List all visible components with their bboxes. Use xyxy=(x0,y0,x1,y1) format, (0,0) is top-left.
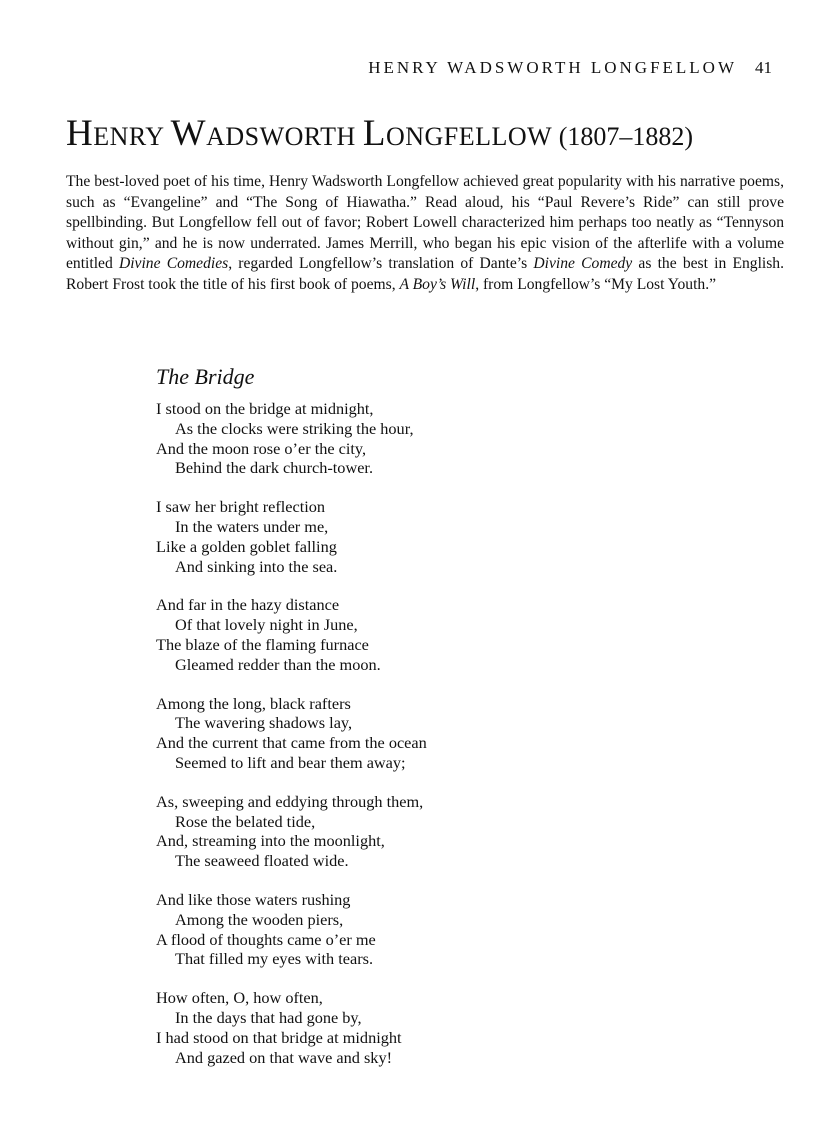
poem-line: That filled my eyes with tears. xyxy=(175,949,374,969)
poem-line: I stood on the bridge at midnight, xyxy=(156,399,374,418)
heading-initial-second: W xyxy=(170,113,207,154)
intro-part-1: The best-loved poet of his time, Henry Wadsworth Longfellow achieved great popularity with his narrative poems, such as “Evangeline” and “The Song of Hiawatha.” Read aloud, his “Paul Revere’s Ride” can still prove spellbinding. But Longfellow fell out of favor; Robert Lowell characterized him perhaps too neatly as “Tennyson without gin,” and he is now underrated. James Merrill, who began his epic vision of the afterlife with a volume entitled xyxy=(66,173,784,273)
stanza xyxy=(156,399,636,478)
stanza xyxy=(156,792,636,871)
running-head xyxy=(368,58,772,78)
intro-italic-divine-comedy: Divine Comedy xyxy=(533,255,633,273)
intro-part-2: , regarded Longfellow’s translation of Dante’s xyxy=(228,255,534,273)
poem-line: And, streaming into the moonlight, xyxy=(156,831,385,851)
poem-line: Gleamed redder than the moon. xyxy=(175,654,381,674)
stanza xyxy=(156,694,636,773)
stanza xyxy=(156,890,636,969)
poem-line: Among the long, black rafters xyxy=(156,693,351,713)
poem-line: And the moon rose o’er the city, xyxy=(156,438,367,458)
poem-line: Like a golden goblet falling xyxy=(156,536,337,556)
poem-line: Of that lovely night in June, xyxy=(175,615,358,635)
intro-part-4: , from Longfellow’s “My Lost Youth.” xyxy=(475,275,717,293)
poem-line: And far in the hazy distance xyxy=(156,595,340,615)
poem-line: I saw her bright reflection xyxy=(156,497,326,517)
author-heading xyxy=(66,112,786,155)
poem-body xyxy=(156,399,636,1086)
stanza xyxy=(156,595,636,674)
poem-line: In the waters under me, xyxy=(175,516,329,536)
intro-italic-divine-comedies: Divine Comedies xyxy=(118,255,229,273)
poem-line: And gazed on that wave and sky! xyxy=(175,1047,393,1067)
author-dates: (1807–1882) xyxy=(558,122,694,151)
intro-italic-a-boys-will: A Boy’s Will xyxy=(399,275,476,293)
heading-initial-third: L xyxy=(362,113,386,154)
intro-part-3: as the best in English. Robert Frost took the title of his first book of poems, xyxy=(66,255,784,293)
poem-line: The blaze of the flaming furnace xyxy=(156,634,369,654)
poem-line: And sinking into the sea. xyxy=(175,556,338,576)
heading-third-rest: ONGFELLOW xyxy=(385,122,559,151)
poem-line: And the current that came from the ocean xyxy=(156,733,427,753)
stanza xyxy=(156,497,636,576)
intro-paragraph xyxy=(66,172,784,296)
poem-line: In the days that had gone by, xyxy=(175,1007,362,1027)
poem-line: The wavering shadows lay, xyxy=(175,713,353,733)
poem-title: The Bridge xyxy=(156,364,255,389)
heading-second-rest: ADSWORTH xyxy=(206,122,363,151)
poem-line: Rose the belated tide, xyxy=(175,811,316,831)
poem-line: The seaweed floated wide. xyxy=(175,851,349,871)
poem-line: I had stood on that bridge at midnight xyxy=(156,1027,402,1047)
heading-first-rest: ENRY xyxy=(93,122,171,151)
stanza xyxy=(156,988,636,1067)
poem-line: And like those waters rushing xyxy=(156,889,351,909)
poem-line: Behind the dark church-tower. xyxy=(175,458,374,478)
poem-line: Seemed to lift and bear them away; xyxy=(175,752,406,772)
running-head-title: HENRY WADSWORTH LONGFELLOW xyxy=(368,58,737,77)
poem-line: Among the wooden piers, xyxy=(175,909,344,929)
page-number: 41 xyxy=(755,58,772,77)
poem-line: As the clocks were striking the hour, xyxy=(175,418,414,438)
poem-line: How often, O, how often, xyxy=(156,988,323,1008)
poem-line: A flood of thoughts came o’er me xyxy=(156,929,376,949)
poem-line: As, sweeping and eddying through them, xyxy=(156,791,424,811)
heading-initial-first: H xyxy=(66,113,94,154)
